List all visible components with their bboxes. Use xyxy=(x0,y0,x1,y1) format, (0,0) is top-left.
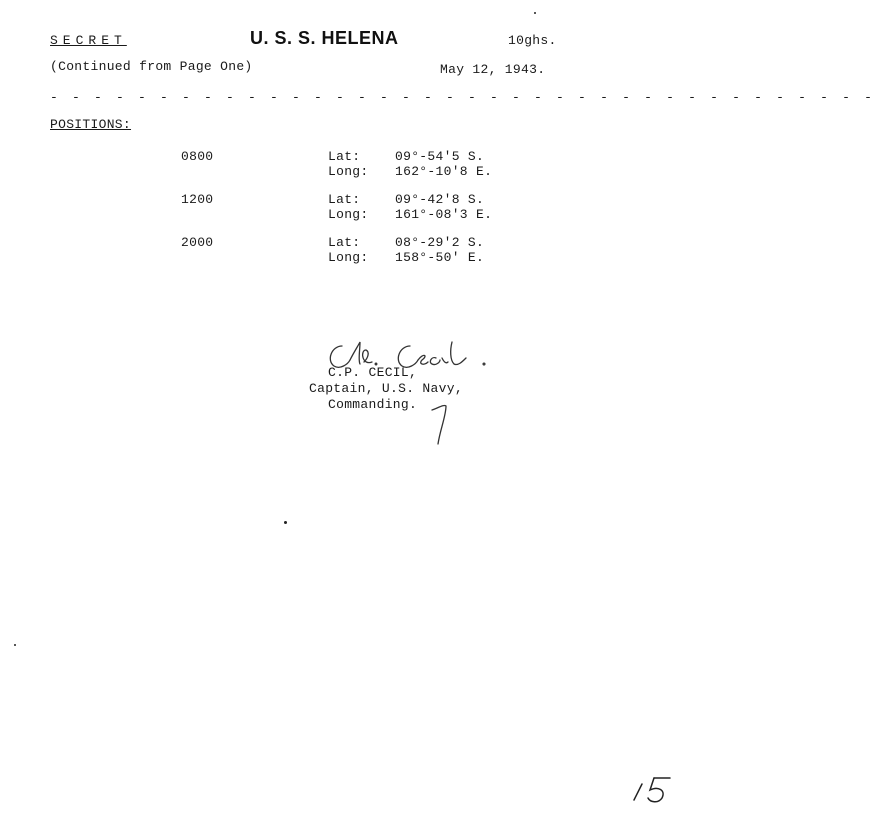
position-time: 2000 xyxy=(181,235,214,250)
latitude-label: Lat: xyxy=(328,192,361,207)
longitude-label: Long: xyxy=(328,250,369,265)
dashed-divider: - - - - - - - - - - - - - - - - - - - - - - - - - - - - - - - - - - - - - - xyxy=(50,90,875,105)
latitude-label: Lat: xyxy=(328,235,361,250)
signatory-name: C.P. CECIL, xyxy=(328,365,418,380)
longitude-value: 162°-10'8 E. xyxy=(395,164,493,179)
latitude-value: 08°-29'2 S. xyxy=(395,235,485,250)
signatory-rank: Captain, U.S. Navy, xyxy=(309,381,463,396)
latitude-value: 09°-42'8 S. xyxy=(395,192,485,207)
longitude-label: Long: xyxy=(328,207,369,222)
positions-heading: POSITIONS: xyxy=(50,117,132,132)
speck xyxy=(534,12,536,14)
longitude-label: Long: xyxy=(328,164,369,179)
longitude-value: 161°-08'3 E. xyxy=(395,207,493,222)
document-date: May 12, 1943. xyxy=(440,62,546,77)
signatory-role: Commanding. xyxy=(328,397,418,412)
longitude-value: 158°-50' E. xyxy=(395,250,485,265)
ship-name: U. S. S. HELENA xyxy=(250,28,399,48)
page-number xyxy=(630,772,685,807)
classification-marking: SECRET xyxy=(50,33,127,48)
latitude-label: Lat: xyxy=(328,149,361,164)
speck xyxy=(284,521,287,524)
position-time: 1200 xyxy=(181,192,214,207)
handwritten-check-mark xyxy=(428,400,450,450)
speck xyxy=(14,644,16,646)
serial-number: 10ghs. xyxy=(508,33,557,48)
continuation-note: (Continued from Page One) xyxy=(50,59,253,74)
position-time: 0800 xyxy=(181,149,214,164)
latitude-value: 09°-54'5 S. xyxy=(395,149,485,164)
